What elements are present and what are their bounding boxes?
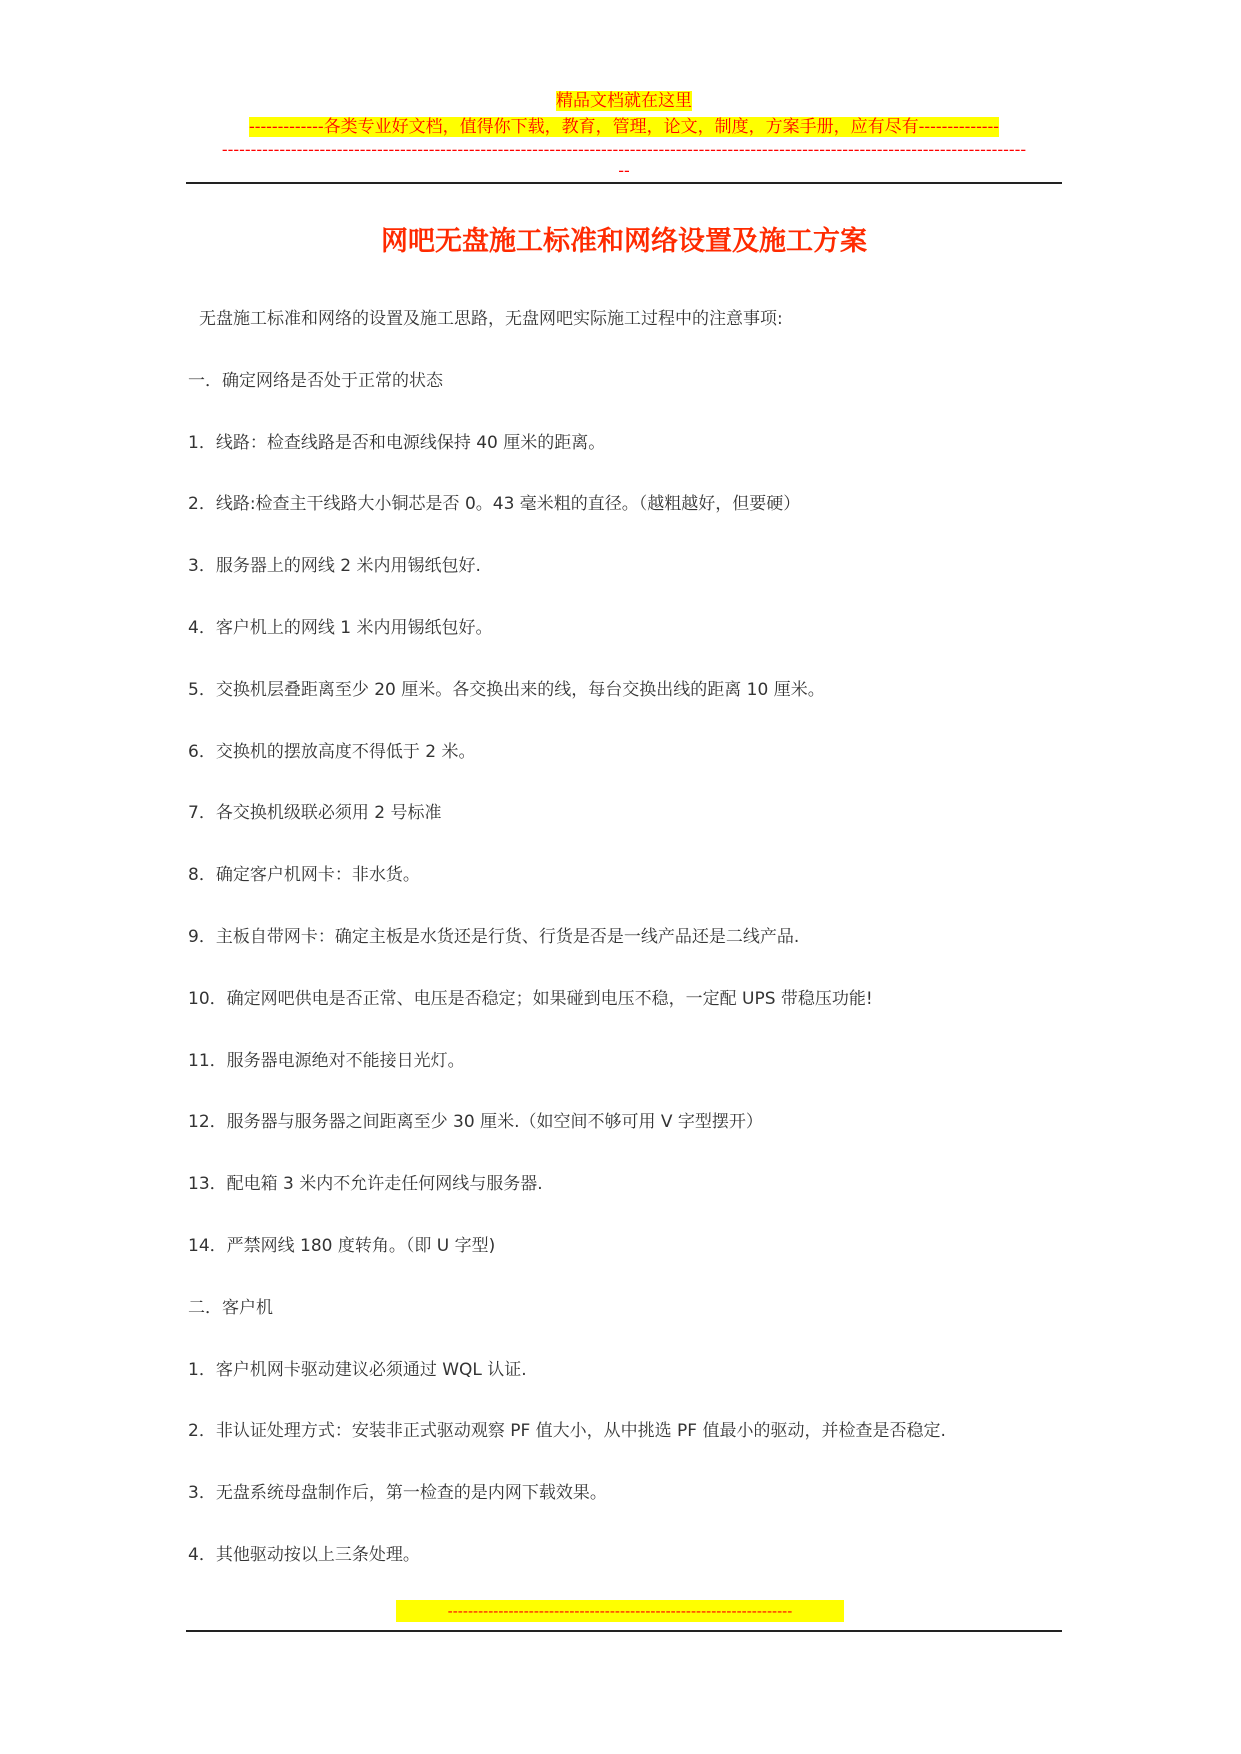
list-item: 9．主板自带网卡：确定主板是水货还是行货、行货是否是一线产品还是二线产品. bbox=[188, 926, 800, 947]
paragraph-intro: 无盘施工标准和网络的设置及施工思路，无盘网吧实际施工过程中的注意事项: bbox=[199, 309, 783, 329]
header-line-1: 精品文档就在这里 bbox=[556, 91, 692, 111]
footer-banner: -------------------------------------------------------------------- bbox=[396, 1600, 844, 1622]
document-body bbox=[188, 305, 1064, 1603]
list-item: 6．交换机的摆放高度不得低于 2 米。 bbox=[188, 741, 476, 762]
list-item: 2．线路:检查主干线路大小铜芯是否 0。43 毫米粗的直径。（越粗越好，但要硬） bbox=[188, 494, 801, 515]
list-item: 3．无盘系统母盘制作后，第一检查的是内网下载效果。 bbox=[188, 1483, 607, 1504]
list-item: 5．交换机层叠距离至少 20 厘米。各交换出来的线，每台交换出线的距离 10 厘米。 bbox=[188, 679, 825, 700]
footer-rule bbox=[186, 1630, 1062, 1632]
list-item: 7．各交换机级联必须用 2 号标准 bbox=[188, 803, 442, 824]
list-item: 11．服务器电源绝对不能接日光灯。 bbox=[188, 1050, 465, 1071]
header-banner bbox=[186, 88, 1062, 140]
list-item: 13．配电箱 3 米内不允许走任何网线与服务器. bbox=[188, 1174, 543, 1195]
header-line-2: -------------各类专业好文档，值得你下载，教育，管理，论文，制度，方案手册，应有尽有-------------- bbox=[248, 117, 1000, 137]
page-title: 网吧无盘施工标准和网络设置及施工方案 bbox=[381, 226, 867, 257]
section-heading-2: 二．客户机 bbox=[188, 1297, 273, 1318]
list-item: 8．确定客户机网卡：非水货。 bbox=[188, 865, 420, 886]
header-rule bbox=[186, 182, 1062, 184]
section-heading-1: 一．确定网络是否处于正常的状态 bbox=[188, 370, 443, 391]
list-item: 3．服务器上的网线 2 米内用锡纸包好. bbox=[188, 556, 481, 577]
header-dash-tail: -- bbox=[618, 161, 630, 181]
list-item: 14．严禁网线 180 度转角。（即 U 字型) bbox=[188, 1235, 496, 1256]
list-item: 4．其他驱动按以上三条处理。 bbox=[188, 1544, 420, 1565]
list-item: 2．非认证处理方式：安装非正式驱动观察 PF 值大小，从中挑选 PF 值最小的驱动，并检查是否稳定. bbox=[188, 1421, 946, 1442]
list-item: 1．线路：检查线路是否和电源线保持 40 厘米的距离。 bbox=[188, 432, 606, 453]
list-item: 1．客户机网卡驱动建议必须通过 WQL 认证. bbox=[188, 1359, 527, 1380]
list-item: 12．服务器与服务器之间距离至少 30 厘米.（如空间不够可用 V 字型摆开） bbox=[188, 1112, 763, 1133]
list-item: 4．客户机上的网线 1 米内用锡纸包好。 bbox=[188, 617, 493, 638]
list-item: 10．确定网吧供电是否正常、电压是否稳定；如果碰到电压不稳，一定配 UPS 带稳压功能! bbox=[188, 988, 873, 1009]
header-dash-line: -------------------------------------------------------------------------------------------------------------------------------------------- bbox=[221, 140, 1027, 160]
